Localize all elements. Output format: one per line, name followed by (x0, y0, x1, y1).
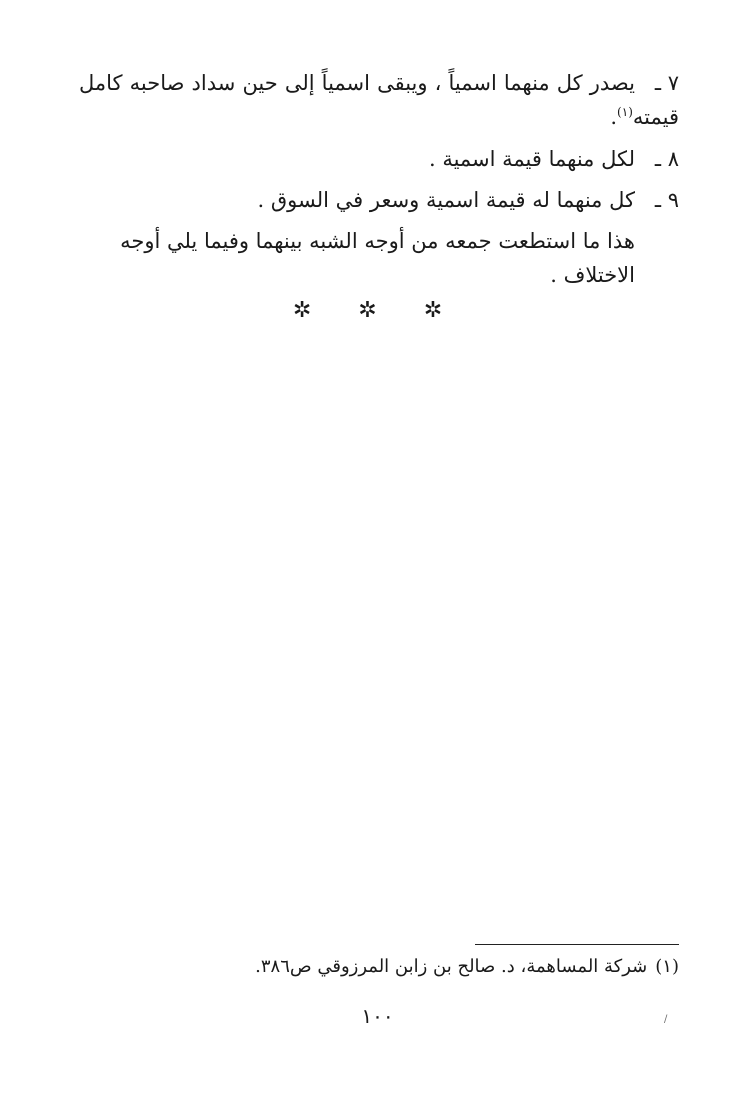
footnote-reference: (١) (617, 105, 633, 119)
footnote-text: شركة المساهمة، د. صالح بن زابن المرزوقي ص٣٨٦. (255, 956, 648, 977)
margin-mark: / (664, 1014, 668, 1025)
footnote (119, 953, 679, 981)
list-item-number: ٩ ـ (654, 188, 679, 212)
list-item-number: ٨ ـ (654, 147, 679, 171)
list-item (79, 142, 679, 176)
list-item (79, 183, 679, 217)
list-item (79, 66, 679, 134)
page-number: ١٠٠ (361, 1004, 394, 1028)
list-item-text: يصدر كل منهما اسمياً ، ويبقى اسمياً إلى حين سداد صاحبه كامل قيمته (79, 71, 679, 129)
closing-paragraph: هذا ما استطعت جمعه من أوجه الشبه بينهما وفيما يلي أوجه الاختلاف . (120, 229, 635, 287)
list-item-text: كل منهما له قيمة اسمية وسعر في السوق . (257, 188, 635, 212)
footnote-number: (١) (655, 956, 679, 977)
footnote-divider (475, 944, 679, 945)
list-item-text: لكل منهما قيمة اسمية . (428, 147, 635, 171)
list-item-punctuation: . (610, 105, 618, 129)
section-separator-asterisks: ✲ ✲ ✲ (292, 298, 463, 323)
list-item-number: ٧ ـ (654, 71, 679, 95)
